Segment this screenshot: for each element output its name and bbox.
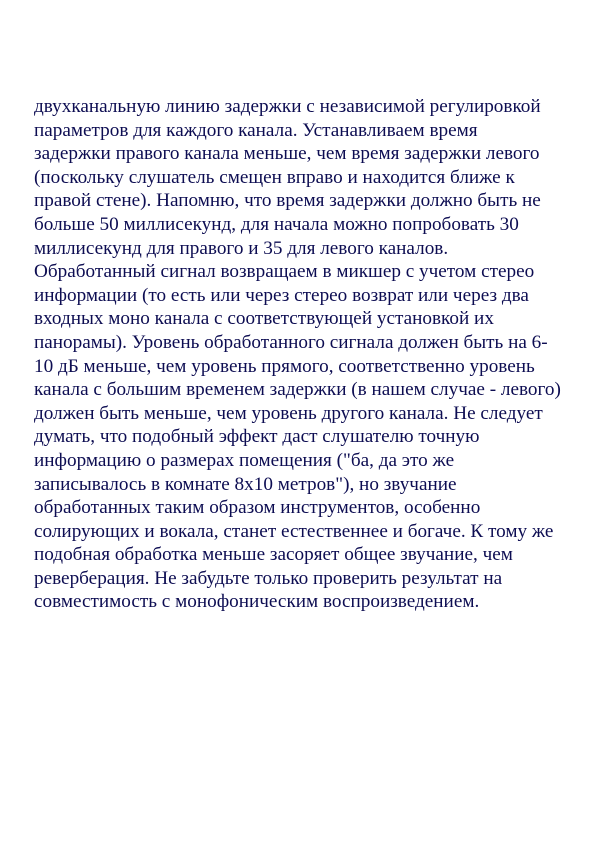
paragraph-line: 10 дБ меньше, чем уровень прямого, соответственно уровень [34, 355, 535, 377]
body-paragraph [34, 95, 579, 614]
paragraph-line: подобная обработка меньше засоряет общее звучание, чем [34, 544, 513, 566]
paragraph-line: задержки правого канала меньше, чем время задержки левого [34, 143, 540, 165]
paragraph-line: двухканальную линию задержки с независимой регулировкой [34, 96, 541, 117]
paragraph-line: панорамы). Уровень обработанного сигнала должен быть на 6- [34, 331, 548, 353]
paragraph-line: правой стене). Напомню, что время задержки должно быть не [34, 190, 541, 212]
paragraph-line: информацию о размерах помещения ("ба, да это же [34, 449, 455, 471]
paragraph-line: должен быть меньше, чем уровень другого канала. Не следует [34, 402, 543, 424]
paragraph-line: больше 50 миллисекунд, для начала можно попробовать 30 [34, 213, 519, 235]
paragraph-line: параметров для каждого канала. Устанавливаем время [34, 119, 478, 141]
paragraph-line: канала с большим временем задержки (в нашем случае - левого) [34, 379, 561, 401]
paragraph-line: думать, что подобный эффект даст слушателю точную [34, 426, 480, 448]
paragraph-line: миллисекунд для правого и 35 для левого каналов. [34, 237, 449, 259]
paragraph-line: совместимость с монофоническим воспроизведением. [34, 591, 480, 613]
paragraph-line: информации (то есть или через стерео возврат или через два [34, 284, 529, 306]
paragraph-line: записывалось в комнате 8х10 метров"), но звучание [34, 473, 457, 495]
paragraph-line: солирующих и вокала, станет естественнее и богаче. К тому же [34, 520, 554, 542]
paragraph-line: входных моно канала с соответствующей установкой их [34, 308, 494, 330]
paragraph-line: реверберация. Не забудьте только проверить результат на [34, 567, 503, 589]
paragraph-line: обработанных таким образом инструментов, особенно [34, 497, 481, 519]
paragraph-line: (поскольку слушатель смещен вправо и находится ближе к [34, 166, 515, 188]
paragraph-line: Обработанный сигнал возвращаем в микшер с учетом стерео [34, 261, 535, 283]
